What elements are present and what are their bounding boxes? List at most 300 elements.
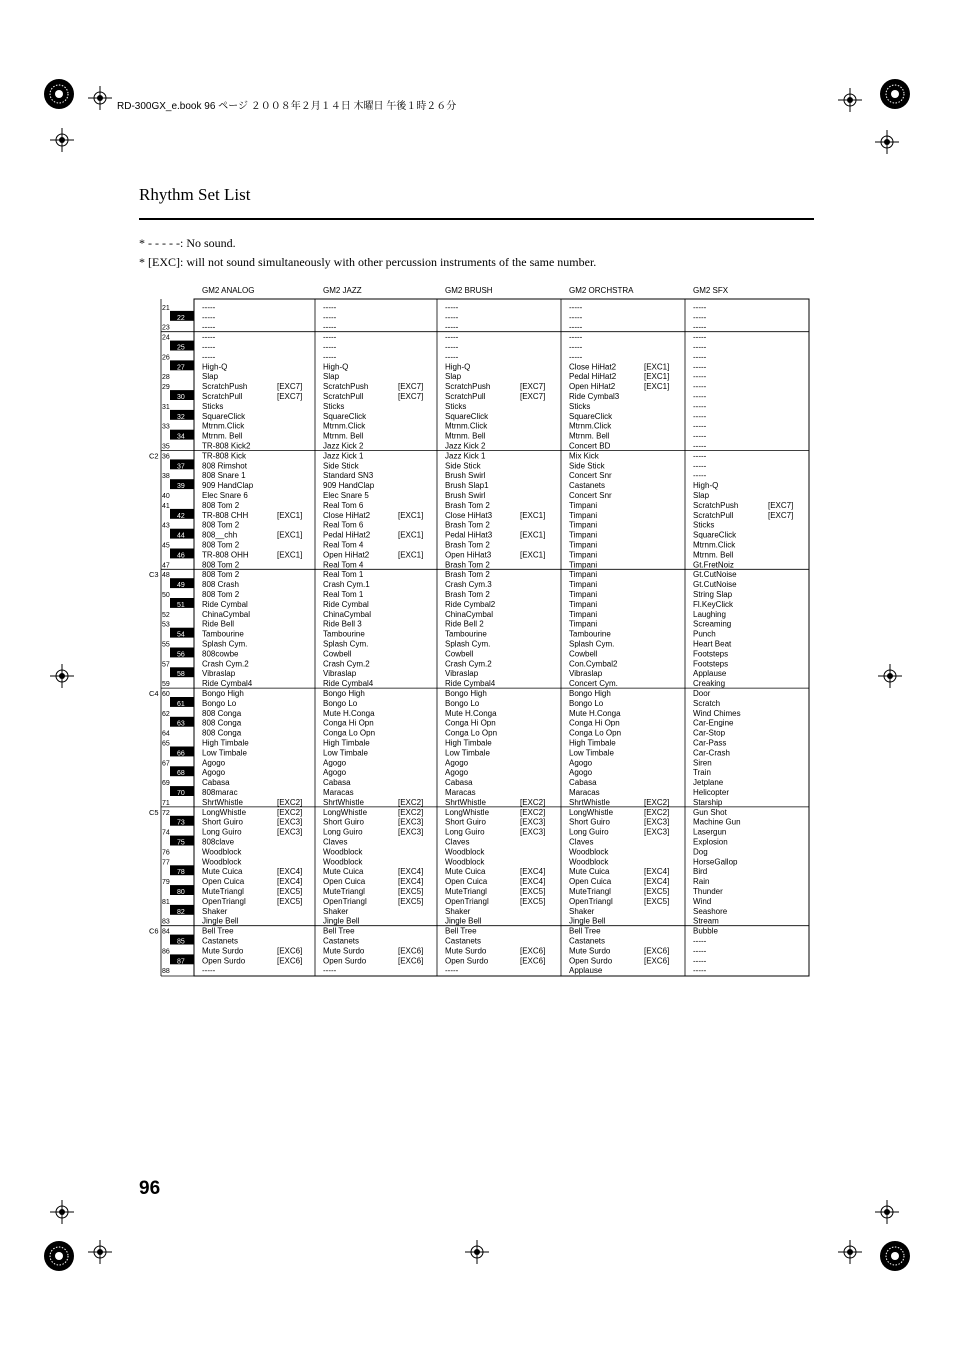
instrument-name: Mute Cuica [569,867,610,877]
instrument-name: ----- [202,332,216,342]
instrument-name: Conga Lo Opn [323,728,376,738]
key-number: 57 [162,661,170,669]
instrument-name: Applause [569,966,603,976]
instrument-name: ScratchPush [323,382,369,392]
instrument-name: LongWhistle [323,807,368,817]
key-number: 53 [162,621,170,629]
exclusive-group: [EXC5] [398,896,424,906]
key-number: 58 [177,671,185,679]
instrument-name: ----- [693,322,707,332]
key-number: 63 [177,720,185,728]
instrument-name: Conga Hi Opn [569,718,620,728]
key-number: 36 [162,453,170,461]
instrument-name: ----- [693,956,707,966]
instrument-name: ScratchPull [202,392,243,401]
key-number: 68 [177,770,185,778]
exclusive-group: [EXC6] [520,956,546,966]
instrument-name: Mtrnm.Click [202,421,245,431]
key-number: 43 [162,522,170,530]
instrument-name: Woodblock [202,847,242,857]
instrument-name: ----- [693,451,707,461]
instrument-name: Agogo [323,758,347,768]
key-number: 67 [162,760,170,768]
instrument-name: Shaker [569,906,595,916]
exclusive-group: [EXC7] [520,382,546,392]
key-number: 52 [162,611,170,619]
exclusive-group: [EXC1] [398,510,424,520]
instrument-name: Train [693,768,711,778]
exclusive-group: [EXC1] [644,362,670,372]
exclusive-group: [EXC4] [277,867,303,877]
instrument-name: 808 Tom 2 [202,520,240,530]
instrument-name: ----- [693,441,707,451]
key-number: 25 [177,344,185,352]
instrument-name: Laughing [693,609,726,619]
instrument-name: Mute Surdo [323,946,365,956]
instrument-name: Ride Cymbal [202,599,248,609]
instrument-name: Mute H.Conga [323,708,375,718]
instrument-name: Crash Cym.2 [323,659,370,669]
instrument-name: Cabasa [323,778,351,788]
instrument-name: ----- [693,332,707,342]
instrument-name: 808 Rimshot [202,461,247,471]
instrument-name: Castanets [569,936,606,946]
key-number: 88 [162,968,170,976]
instrument-name: Jazz Kick 1 [323,451,364,461]
instrument-name: Short Guiro [569,817,610,827]
instrument-name: Dog [693,847,708,857]
instrument-name: Tambourine [202,629,244,639]
instrument-name: Ride Cymbal4 [202,679,253,689]
page-number: 96 [139,1178,161,1199]
exclusive-group: [EXC7] [768,500,794,510]
exclusive-group: [EXC4] [520,877,546,887]
instrument-name: SquareClick [202,411,246,421]
instrument-name: Jingle Bell [323,916,360,926]
instrument-name: Car-Stop [693,728,726,738]
instrument-name: ----- [445,352,459,362]
instrument-name: Starship [693,797,723,807]
instrument-name: 808 Conga [202,728,242,738]
exclusive-group: [EXC3] [277,817,303,827]
instrument-name: Vibraslap [445,669,479,679]
exclusive-group: [EXC1] [644,382,670,392]
instrument-name: Ride Cymbal4 [323,679,374,689]
instrument-name: Splash Cym. [323,639,369,649]
instrument-name: Brush Slap1 [445,481,489,491]
instrument-name: Claves [569,837,594,847]
instrument-name: Sticks [202,401,224,411]
instrument-name: ----- [693,362,707,372]
instrument-name: ----- [445,332,459,342]
instrument-name: Tambourine [323,629,365,639]
instrument-name: ----- [323,302,337,312]
instrument-name: Timpani [569,550,598,560]
instrument-name: TR-808 Kick2 [202,441,251,451]
key-number: 27 [177,364,185,372]
instrument-name: Castanets [202,936,239,946]
exclusive-group: [EXC6] [277,946,303,956]
key-number: 71 [162,799,170,807]
key-number: 56 [177,651,185,659]
instrument-name: Sticks [323,401,345,411]
instrument-name: Slap [445,372,462,382]
instrument-name: Timpani [569,580,598,590]
key-number: 59 [162,681,170,689]
instrument-name: ----- [323,342,337,352]
key-number: 75 [177,839,185,847]
key-number: 62 [162,710,170,718]
instrument-name: 808 Tom 2 [202,540,240,550]
key-number: 46 [177,552,185,560]
exclusive-group: [EXC7] [398,392,424,401]
instrument-name: Jingle Bell [569,916,606,926]
instrument-name: Concert Cym. [569,679,618,689]
instrument-name: Side Stick [445,461,481,471]
instrument-name: 808 Tom 2 [202,500,240,510]
instrument-name: Real Tom 6 [323,520,364,530]
instrument-name: Machine Gun [693,817,741,827]
key-number: 70 [177,790,185,797]
instrument-name: Open Cuica [445,877,488,887]
instrument-name: Maracas [323,788,354,797]
instrument-name: Footsteps [693,649,729,659]
instrument-name: Shaker [323,906,349,916]
instrument-name: Seashore [693,906,728,916]
exclusive-group: [EXC3] [398,817,424,827]
instrument-name: MuteTriangl [202,887,244,896]
key-number: 24 [162,334,170,342]
instrument-name: ----- [693,936,707,946]
instrument-name: 808 Conga [202,718,242,728]
instrument-name: ----- [569,342,583,352]
key-number: 69 [162,780,170,788]
octave-label: C2 [149,451,159,461]
exclusive-group: [EXC2] [520,797,546,807]
key-number: 45 [162,542,170,550]
instrument-name: Jazz Kick 2 [445,441,486,451]
instrument-name: SquareClick [569,411,613,421]
instrument-name: Cowbell [569,649,598,659]
exclusive-group: [EXC1] [398,530,424,540]
instrument-name: Splash Cym. [445,639,491,649]
page-title: Rhythm Set List [139,185,251,204]
key-number: 41 [162,502,170,510]
exclusive-group: [EXC5] [644,887,670,896]
instrument-name: Castanets [445,936,482,946]
instrument-name: Bell Tree [202,926,234,936]
instrument-name: High Timbale [202,738,249,748]
instrument-name: Mute Cuica [445,867,486,877]
instrument-name: Sticks [693,520,715,530]
instrument-name: Agogo [569,768,593,778]
instrument-name: Low Timbale [445,748,490,758]
exclusive-group: [EXC2] [398,797,424,807]
note-exc: * [EXC]: will not sound simultaneously with other percussion instruments of the same number. [139,255,597,269]
exclusive-group: [EXC3] [644,817,670,827]
instrument-name: Bongo High [202,689,244,698]
instrument-name: SquareClick [323,411,367,421]
key-number: 81 [162,898,170,906]
instrument-name: Agogo [569,758,593,768]
key-number: 84 [162,928,170,936]
instrument-name: ----- [202,966,216,976]
key-number: 42 [177,512,185,520]
instrument-name: Bell Tree [445,926,477,936]
instrument-name: TR-808 OHH [202,550,249,560]
exclusive-group: [EXC3] [520,817,546,827]
exclusive-group: [EXC5] [277,887,303,896]
instrument-name: High Timbale [445,738,492,748]
note-no-sound: * - - - - -: No sound. [139,236,236,250]
instrument-name: ScratchPull [445,392,486,401]
instrument-name: ----- [693,471,707,481]
instrument-name: Brash Tom 2 [445,500,490,510]
exclusive-group: [EXC2] [277,797,303,807]
instrument-name: Timpani [569,500,598,510]
instrument-name: Ride Bell 2 [445,619,484,629]
book-header: RD-300GX_e.book 96 ページ ２００８年２月１４日 木曜日 午後１時２６分 [117,101,457,112]
instrument-name: Slap [323,372,340,382]
instrument-name: Cowbell [445,649,474,659]
instrument-name: ----- [445,342,459,352]
instrument-name: Vibraslap [202,669,236,679]
instrument-name: Long Guiro [569,827,609,837]
instrument-name: Short Guiro [202,817,243,827]
key-number: 47 [162,562,170,570]
instrument-name: Jingle Bell [202,916,239,926]
instrument-name: Punch [693,629,716,639]
instrument-name: SquareClick [693,530,737,540]
instrument-name: ScratchPush [202,382,248,392]
key-number: 55 [162,641,170,649]
instrument-name: Claves [445,837,470,847]
exclusive-group: [EXC4] [398,877,424,887]
instrument-name: String Slap [693,590,733,599]
instrument-name: Crash Cym.2 [202,659,249,669]
instrument-name: Mute H.Conga [569,708,621,718]
column-header-gm2-analog: GM2 ANALOG [202,286,255,295]
instrument-name: Bongo High [323,689,365,698]
key-number: 39 [177,483,185,491]
instrument-name: High Timbale [323,738,370,748]
instrument-name: Slap [202,372,219,382]
instrument-name: ChinaCymbal [202,609,251,619]
instrument-name: Timpani [569,510,598,520]
instrument-name: High-Q [693,481,719,491]
instrument-name: Woodblock [323,847,363,857]
instrument-name: Timpani [569,520,598,530]
instrument-name: ----- [693,411,707,421]
exclusive-group: [EXC7] [520,392,546,401]
key-number: 61 [177,700,185,708]
instrument-name: Conga Lo Opn [445,728,498,738]
instrument-name: Open HiHat3 [445,550,492,560]
instrument-name: Woodblock [323,857,363,867]
exclusive-group: [EXC1] [520,530,546,540]
instrument-name: ----- [693,401,707,411]
instrument-name: Fl.KeyClick [693,599,734,609]
exclusive-group: [EXC2] [644,807,670,817]
instrument-name: Low Timbale [202,748,247,758]
instrument-name: Rain [693,877,710,887]
exclusive-group: [EXC6] [520,946,546,956]
instrument-name: ----- [202,322,216,332]
instrument-name: 808clave [202,837,235,847]
exclusive-group: [EXC1] [277,550,303,560]
key-number: 79 [162,879,170,887]
exclusive-group: [EXC3] [277,827,303,837]
instrument-name: Ride Cymbal2 [445,599,496,609]
instrument-name: Open HiHat2 [569,382,616,392]
instrument-name: ----- [202,342,216,352]
instrument-name: Pedal HiHat2 [323,530,371,540]
exclusive-group: [EXC2] [644,797,670,807]
instrument-name: Mtrnm.Click [445,421,488,431]
instrument-name: High-Q [202,362,228,372]
exclusive-group: [EXC2] [277,807,303,817]
exclusive-group: [EXC7] [277,382,303,392]
instrument-name: Tambourine [569,629,611,639]
instrument-name: ShrtWhistle [569,797,610,807]
instrument-name: Mute Cuica [323,867,364,877]
key-number: 76 [162,849,170,857]
instrument-name: Mtrnm. Bell [202,431,243,441]
exclusive-group: [EXC4] [398,867,424,877]
instrument-name: Ride Cymbal4 [445,679,496,689]
instrument-name: Brush Swirl [445,491,486,500]
instrument-name: Car-Pass [693,738,727,748]
instrument-name: ----- [693,302,707,312]
instrument-name: Stream [693,916,719,926]
key-number: 31 [162,403,170,411]
key-number: 50 [162,592,170,599]
instrument-name: Applause [693,669,727,679]
instrument-name: Heart Beat [693,639,732,649]
instrument-name: Cabasa [569,778,597,788]
instrument-name: Mute Surdo [202,946,244,956]
instrument-name: ScratchPush [693,500,739,510]
instrument-name: Splash Cym. [202,639,248,649]
instrument-name: ----- [202,352,216,362]
key-number: 33 [162,423,170,431]
key-number: 23 [162,324,170,332]
instrument-name: ScratchPush [445,382,491,392]
instrument-name: Real Tom 1 [323,570,364,580]
instrument-name: Side Stick [323,461,359,471]
instrument-name: TR-808 CHH [202,510,249,520]
instrument-name: ----- [569,322,583,332]
instrument-name: 808 Tom 2 [202,560,240,570]
instrument-name: Open Surdo [569,956,613,966]
instrument-name: Open Surdo [323,956,367,966]
instrument-name: ----- [693,382,707,392]
instrument-name: ----- [445,302,459,312]
key-number: 85 [177,938,185,946]
instrument-name: Castanets [323,936,360,946]
key-number: 28 [162,374,170,382]
instrument-name: Con.Cymbal2 [569,659,618,669]
instrument-name: Agogo [323,768,347,778]
exclusive-group: [EXC5] [520,896,546,906]
key-number: 80 [177,889,185,896]
instrument-name: ----- [445,966,459,976]
instrument-name: ----- [569,312,583,322]
instrument-name: Jazz Kick 1 [445,451,486,461]
instrument-name: Mtrnm. Bell [323,431,364,441]
instrument-name: ScratchPull [693,510,734,520]
instrument-name: ----- [569,302,583,312]
instrument-name: Bongo Lo [445,698,480,708]
instrument-name: Brash Tom 2 [445,540,490,550]
instrument-name: Maracas [569,788,600,797]
key-number: 73 [177,819,185,827]
exclusive-group: [EXC6] [398,956,424,966]
instrument-name: Mtrnm.Click [569,421,612,431]
instrument-name: Bongo High [569,689,611,698]
instrument-name: Close HiHat2 [569,362,617,372]
instrument-name: Timpani [569,599,598,609]
instrument-name: Bubble [693,926,718,936]
key-number: 26 [162,354,170,362]
instrument-name: OpenTriangl [323,896,367,906]
instrument-name: Standard SN3 [323,471,374,481]
instrument-name: High-Q [445,362,471,372]
instrument-name: MuteTriangl [445,887,487,896]
instrument-name: ----- [693,352,707,362]
exclusive-group: [EXC2] [520,807,546,817]
instrument-name: Slap [693,491,710,500]
instrument-name: Jingle Bell [445,916,482,926]
instrument-name: Mtrnm. Bell [693,550,734,560]
exclusive-group: [EXC5] [398,887,424,896]
instrument-name: Lasergun [693,827,727,837]
instrument-name: Long Guiro [202,827,242,837]
instrument-name: ----- [693,421,707,431]
column-header-gm2-sfx: GM2 SFX [693,286,729,295]
key-number: 22 [177,314,185,322]
instrument-name: Mute Surdo [569,946,611,956]
octave-label: C5 [149,807,159,817]
key-number: 74 [162,829,170,837]
instrument-name: Timpani [569,609,598,619]
instrument-name: Short Guiro [445,817,486,827]
key-number: 83 [162,918,170,926]
instrument-name: MuteTriangl [323,887,365,896]
instrument-name: Concert Snr [569,491,612,500]
instrument-name: Timpani [569,540,598,550]
instrument-name: 808 Crash [202,580,239,590]
instrument-name: Open Cuica [569,877,612,887]
instrument-name: ----- [323,332,337,342]
instrument-name: Ride Cymbal3 [569,392,620,401]
exclusive-group: [EXC1] [644,372,670,382]
instrument-name: Long Guiro [445,827,485,837]
instrument-name: Conga Hi Opn [323,718,374,728]
instrument-name: Brash Tom 2 [445,560,490,570]
instrument-name: Mtrnm. Bell [445,431,486,441]
instrument-name: Car-Crash [693,748,730,758]
instrument-name: OpenTriangl [445,896,489,906]
exclusive-group: [EXC4] [520,867,546,877]
instrument-name: 808__chh [202,530,238,540]
instrument-name: ----- [569,352,583,362]
instrument-name: Jazz Kick 2 [323,441,364,451]
exclusive-group: [EXC6] [644,946,670,956]
instrument-name: Mute H.Conga [445,708,497,718]
instrument-name: Agogo [445,768,469,778]
instrument-name: Timpani [569,619,598,629]
